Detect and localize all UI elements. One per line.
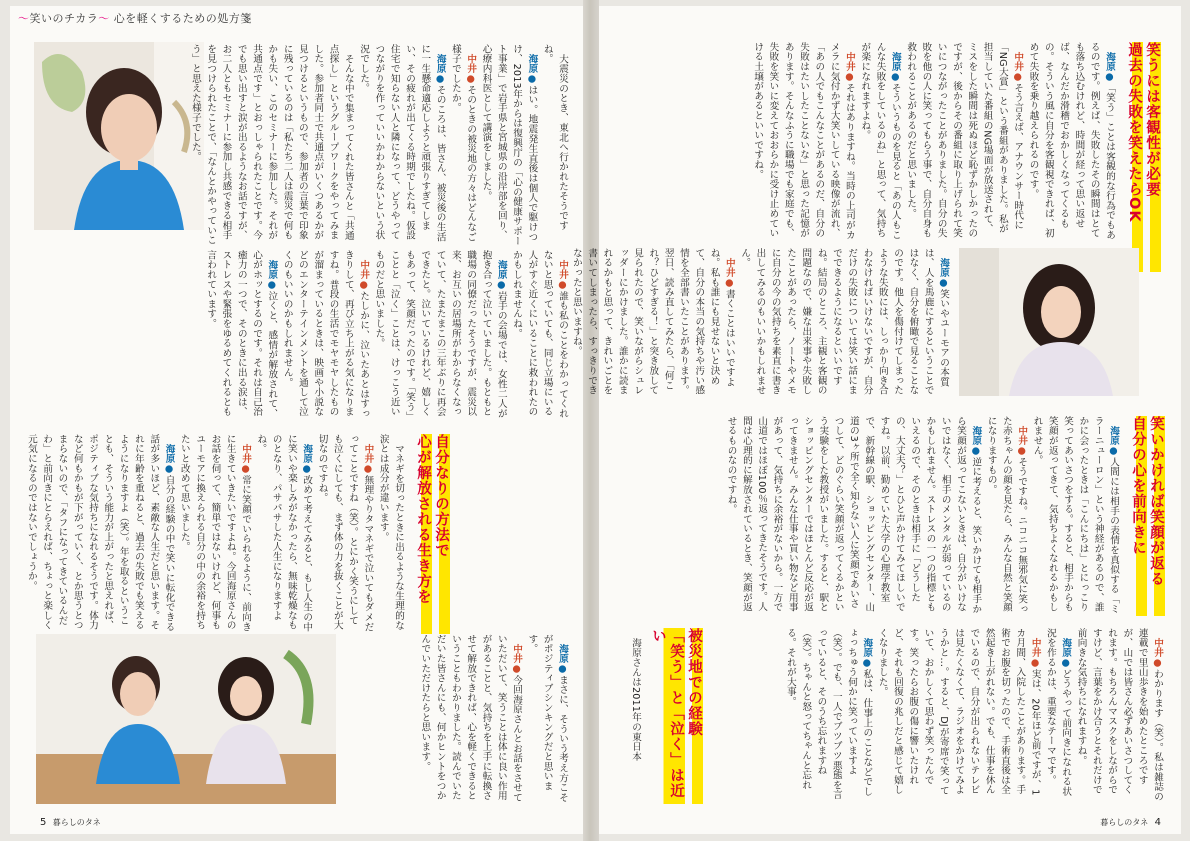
- paragraph: [750, 42, 857, 242]
- paragraph: [1029, 416, 1121, 616]
- header-deco: ～: [18, 12, 30, 25]
- paragraph: [723, 416, 983, 616]
- paragraph-text: たしかに、泣いたあとはすっきりして、再び立ち上がる気になりますね。普段の生活でモヤモヤしたものが溜まっているときは、映画や小説などのエンターテインメントを通して泣くのもいいのかもしれません。: [281, 250, 370, 418]
- headline-2: [1129, 416, 1165, 616]
- headline-2-line1: 笑いかければ笑顔が返る: [1147, 416, 1165, 616]
- paragraph: [314, 434, 375, 634]
- left-body-column-mid: [30, 250, 570, 422]
- paragraph-text: そうですね。ニコニコ無邪気に笑った赤ちゃんの顔を見たら、みんな自然と笑顔になりますもの。: [985, 416, 1028, 614]
- paragraph: [279, 250, 371, 422]
- paragraph-text: 泣くと、感情が解放されて、心がホッとするのです。それは自己治癒力の一つで、そのときに出る涙は、ストレスや緊張をゆるめてくれるとも言われています。: [205, 250, 278, 418]
- paragraph-text: 大震災のとき、東北へ行かれたそうですね。: [541, 44, 568, 230]
- photo-two-speakers: [36, 634, 336, 804]
- left-folio: [40, 817, 101, 828]
- paragraph-text: そんな中で集まってくれた皆さんと「共通点探し」というグループワークをやってみました。参加者同士で共通点がいくつあるかが見つけるというもので、参加者の言葉で印象に残っているのは「私たち二人は震災で何もかも失い、このセミナーに参加した。それが共通点です」とおっしゃられたことです。今でも思い出すと涙が出るようなお話ですが、お二人ともセミナーに参加し共感できる相手を見つけられたことで、「なんとかやっていこう」と思えた様子でした。: [189, 44, 354, 245]
- left-brand: 暮らしのタネ: [52, 818, 101, 827]
- speaker-label: 中井●: [240, 443, 252, 475]
- speaker-label: 海原●: [266, 259, 278, 291]
- speaker-label: 中井●: [1012, 51, 1024, 83]
- headline-3-line2: 「笑う」と「泣く」は近い: [649, 628, 685, 804]
- paragraph-text: マネギを切ったときに出るような生理的な涙とは成分が違います。: [377, 434, 404, 630]
- paragraph: [983, 416, 1029, 616]
- speaker-label: 海原●: [526, 53, 538, 85]
- paragraph-text: そのころは、皆さん、被災後の生活に一生懸命適応しようと頑張りすぎてしまい、その疲れが出てくる時期でしたね。仮設住宅で知らない人と隣になって、どうやってつながりを作っていいかわからないという状況でした。: [358, 44, 446, 242]
- paragraph: [628, 628, 643, 804]
- paragraph: [478, 44, 539, 248]
- speaker-label: 海原●: [495, 259, 507, 291]
- headline-1: [1125, 42, 1161, 272]
- paragraph-text: そういうものを見ると「あの人もこんな失敗をしているのね」と思って、気持ちが楽になれますよね。: [859, 42, 901, 240]
- speaker-label: 海原●: [1060, 637, 1072, 669]
- paragraph: [857, 42, 903, 242]
- headline-4: [414, 434, 450, 634]
- header-subtitle: 心を軽くするための処方箋: [113, 12, 252, 25]
- paragraph: [1025, 42, 1117, 242]
- speaker-label: 中井●: [1152, 637, 1163, 669]
- speaker-label: 中井●: [362, 443, 374, 475]
- speaker-label: 中井●: [465, 53, 477, 85]
- left-body-column-bottom: [25, 434, 406, 634]
- paragraph: [783, 628, 875, 804]
- speaker-label: 中井●: [1016, 425, 1028, 457]
- speaker-label: 中井●: [358, 259, 370, 291]
- speaker-label: 中井●: [557, 259, 568, 291]
- right-page-number: 4: [1154, 817, 1161, 828]
- paragraph-text: 笑いやユーモアの本質は、人を馬鹿にするということではなく、自分を俯瞰で見ることなのです。他人を傷付けてしまったような失敗には、しっかり向き合わなければいけないですが、自分だけの失敗については笑い話にまでできるようになるといいですね。結局のところ、主観と客観の問題なので、嫌な出来事や失敗したことがあったら、ノートやメモに自分の今の気持ちを素直に書き出してみるのもいいかもしれません。: [739, 248, 949, 395]
- headline-4-line1: 自分なりの方法で: [432, 434, 450, 634]
- paragraph-text: 逆に考えると、笑いかけても相手から笑顔が返ってこないときは、自分がいけないではなく、相手のメンタルが弱っているのかもしれません。ストレスの一つの指標ともいえるので、そのときは相手に「どうしたの、大丈夫？」とひと声かけてみてほしいですね。以前、勤めていた大学の心理学教室で、新幹線の駅、ショッピングセンター、山道の3ヶ所で全く知らない人に笑顔であいさつして、どのぐらい笑顔が返ってくるかという実験をした教授がいました。すると、駅とショッピングセンターではほとんど反応が返ってきません。みんな仕事や買い物など用事があって、気持ちに余裕がないから。一方で山道ではほぼ100％返ってきたそうです。人間は心理的に解放されているとき、笑顔が返せるものなのですね。: [725, 416, 982, 614]
- paragraph-text: 改めて考えてみると、もし人生の中に笑いや楽しみがなかったら、無味乾燥なものとなり、パサパサした人生になりますよね。: [255, 434, 313, 632]
- right-body-column-bottom: [619, 416, 1121, 616]
- speaker-label: 海原●: [861, 637, 873, 669]
- right-body-column-top: [619, 42, 1117, 242]
- paragraph: [448, 44, 479, 248]
- paragraph: [203, 250, 279, 422]
- left-body-column-top: [189, 44, 570, 248]
- paragraph-text: 自分の経験の中で笑いに転化できる話が多いほど、素敵な人生だと思います。それに年齢を重ねると、過去の失敗でも笑えるようになりますよ（笑）。年を取るということも、そういう能力が上がったと思えれば、ポジティブな気持ちになれるそうです。体力など何もかもが下がっていく、とか思うとつまらないので、「タフになってきているんだわ」と前向きにとらえれば、ちょっと楽しく元気になるのではないでしょうか。: [25, 434, 175, 632]
- speaker-label: 海原●: [938, 257, 949, 289]
- right-page: [570, 6, 1181, 834]
- paragraph-text: それはありますね。当時の上司がカメラに気付かず大笑いしている映像が流れ、「あの人でもこんなことがあるのだ、自分の失敗はたいしたことないな」と思った記憶があります。そんなふうに職場でも家庭でも、失敗を笑いに変えておおらかに受け止めていける土壌があるといいですね。: [752, 42, 855, 240]
- speaker-label: 海原●: [434, 53, 446, 85]
- paragraph-text: 無理やりタマネギで泣いてもダメだってことですね（笑）。とにかく笑うにしても泣くにしても、まず体の力を抜くことが大切なのですね。: [316, 434, 374, 632]
- paragraph: [874, 628, 1042, 804]
- headline-4-line2: 心が解放される生き方を: [414, 434, 432, 634]
- left-page: [10, 6, 583, 834]
- paragraph: [569, 248, 737, 396]
- speaker-label: 海原●: [557, 643, 568, 675]
- paragraph-text: はい。地震発生直後は個人で駆けつけ、2013年からは復興庁の「心の健康サポート事業」で岩手県と宮城県の沿岸部を回り、心療内科医として講演をしました。: [480, 44, 538, 246]
- paragraph: [177, 434, 253, 634]
- right-body-column-tail: [619, 628, 643, 804]
- paragraph: [417, 634, 524, 804]
- headline-1-line1: 笑うには客観性が必要: [1143, 42, 1161, 272]
- paragraph: [375, 434, 406, 634]
- paragraph-text: 書くことはいいですよね。私も誰にも見せないと決めて、自分の本当の気持ちや汚い感情を全部書いたことがあります。翌日、読み直してみたら、「何これ？ひどすぎる！」と突き放して見られたので、笑いながらシュレッダーにかけました。誰かに読まれるかもと思って、きれいごとを書いてしまったら、すっきりできなかったと思いますね。: [570, 248, 735, 395]
- paragraph: [356, 44, 448, 248]
- paragraph: [524, 634, 570, 804]
- paragraph-text: どうやって前向きになれる状況を作るかは、重要なテーマです。: [1044, 628, 1072, 796]
- paragraph: [24, 434, 177, 634]
- paragraph: [371, 250, 509, 422]
- paragraph-text: 人間には相手の表情を真似する「ミラーニューロン」という神経があるので、誰かに会ったときは「こんにちは」とにっこり笑ってあいさつをする。すると、相手からも笑顔が返ってきて、気持ちよくなれるかもしれません。: [1031, 416, 1119, 614]
- left-page-number: 5: [40, 817, 47, 828]
- paragraph: [1043, 628, 1074, 804]
- paragraph-text: わかります（笑）。私は雑誌の連載で里山歩きを始めたところですが、山では皆さん必ずあいさつしてくれます。もちろんマスクをしながらですけど、言葉をかけ合うとそれだけで前向きな気持ちになれますね。: [1075, 628, 1163, 801]
- headline-2-line2: 自分の心を前向きに: [1129, 416, 1147, 616]
- speaker-label: 中井●: [1029, 637, 1041, 669]
- paragraph-text: まさに、そういう考え方こそがポジティブシンキングだと思います。: [526, 634, 568, 802]
- headline-3-line1: 被災地での経験: [685, 628, 703, 804]
- paragraph: [253, 434, 314, 634]
- right-folio: [1100, 817, 1161, 828]
- speaker-label: 海原●: [1108, 425, 1119, 457]
- paragraph: [903, 42, 1025, 242]
- paragraph-text: 実は、20年ほど前ですが、1カ月間、入院したことがあります。手術でお腹を切ったので、手術直後は全然起き上がれない。でも、仕事を休んでいるので、自分が出られないテレビは見たくなくて、ラジオをかけてみようかと…。すると、DJが寄席で笑っていて、おかしくて思わず笑ったんです。笑ったらお腹の傷に響いたけれど、それも回復の兆しだと感じて嬉しくなりました。: [876, 628, 1041, 796]
- series-header: [18, 10, 252, 26]
- speaker-label: 海原●: [970, 425, 982, 457]
- paragraph-text: 「笑う」ことは客観的な行為でもあるのです。例えば、失敗したその瞬間はとても落ち込むけれど、時間が経って思い返せば、なんだか滑稽でおかしくなってくるもの。そういう風に自分を客観視できれば、初めて失敗を乗り越えられるのです。: [1027, 42, 1115, 240]
- paragraph-text: 今回海原さんとお話をさせていただいて、笑うことは体に良い作用があることと、気持ちを上手に転換させて解放できれば、心を軽くできるということもわかりました。読んでいただいた皆さんにも、何かヒントをつかんでいただけたらと思います。: [419, 634, 523, 802]
- paragraph-text: そのときの被災地の方々はどんなご様子でしたか。: [449, 44, 477, 242]
- paragraph: [1073, 628, 1165, 804]
- speaker-label: 海原●: [163, 443, 175, 475]
- header-series: 笑いのチカラ: [29, 12, 99, 25]
- paragraph-text: 海原さんは2011年の東日本: [630, 637, 641, 761]
- right-body-column-last: [695, 628, 1165, 804]
- paragraph: [509, 250, 570, 422]
- headline-1-line2: 過去の失敗を笑えたらOK: [1125, 42, 1143, 272]
- speaker-label: 中井●: [843, 51, 855, 83]
- paragraph-text: そう言えば、アナウンサー時代に「NG大賞」という番組がありました。私が担当していた番組のNG場面が放送されて、ミスをした瞬間は死ぬほど恥ずかしかったのですが、後からその番組に取り上げられて笑いにつながったことがありました。自分の失敗を他の人に笑ってもらう事で、自分自身も救われることがあるのだと思いました。: [905, 42, 1024, 238]
- paragraph-text: 岩手の会場では、女性二人が抱き合って泣いていました。もともと職場の同僚だったそうですが、震災以来、お互いの居場所がわからなくなっていて、たまたまこの三年ぶりに再会できたと。泣いているけれど、嬉しくもあって、笑顔だったのです。「笑う」ことと「泣く」ことは、けっこう近いものだと思いました。: [373, 250, 507, 422]
- paragraph: [737, 248, 951, 396]
- paragraph: [539, 44, 570, 248]
- speaker-label: 中井●: [511, 643, 523, 675]
- right-brand: 暮らしのタネ: [1100, 818, 1149, 827]
- paragraph-text: 常に笑顔でいられるように、前向きに生きていきたいですよね。今回海原さんのお話を伺って、簡単ではないけれど、何事もユーモアに換えられる自分の中の余裕を持ちたいと改めて思いました。: [178, 434, 252, 632]
- photo-portrait-nakai: [34, 42, 204, 230]
- paragraph-text: 誰も私のことをわかってくれないと思っていても、同じ立場にいる人がすぐ近くにいることに救われたのかもしれませんね。: [511, 250, 568, 418]
- speaker-label: 海原●: [301, 443, 313, 475]
- speaker-label: 海原●: [889, 51, 901, 83]
- header-deco-end: ～: [98, 12, 110, 25]
- speaker-label: 中井●: [723, 257, 735, 289]
- left-body-column-last: [344, 634, 570, 804]
- photo-portrait-umihara: [959, 248, 1139, 396]
- right-body-column-mid: [570, 248, 951, 396]
- book-spine: [583, 0, 599, 841]
- paragraph: [188, 44, 356, 248]
- paragraph-text: 私は、仕事上のことなどでしょっちゅう何かに笑っていますよ（笑）。でも、一人でブツブツ悪態を言っていると、そのうち忘れますね（笑）。ちゃんと怒ってちゃんと忘れる。それが大事。: [784, 628, 873, 800]
- speaker-label: 海原●: [1104, 51, 1115, 83]
